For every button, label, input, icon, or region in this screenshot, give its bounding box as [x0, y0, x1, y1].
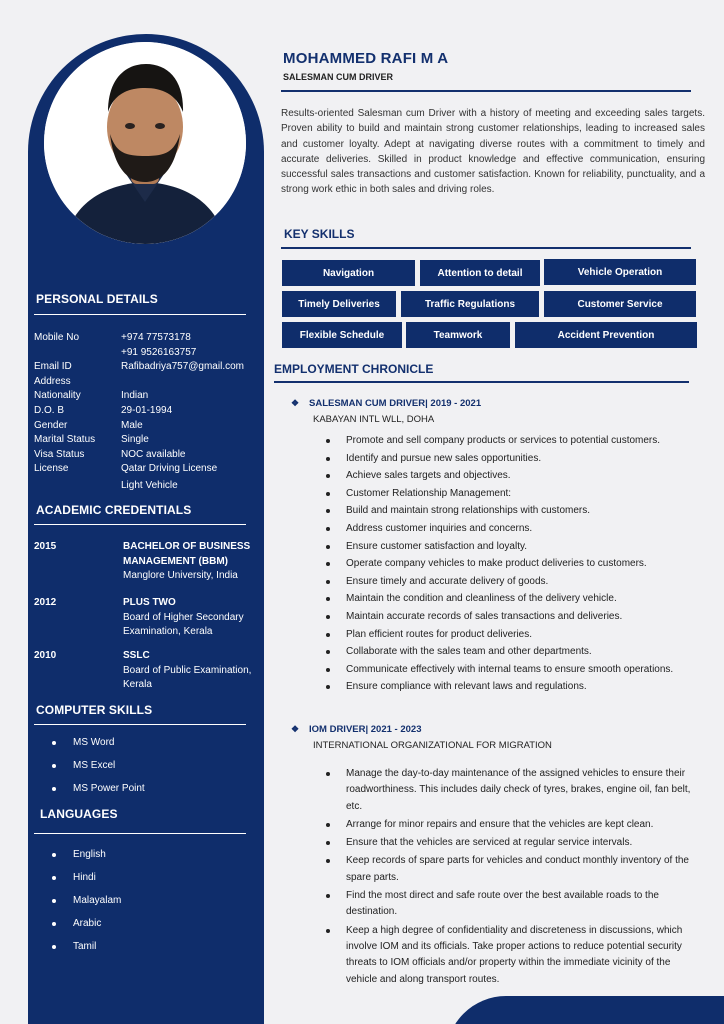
duty-item: Plan efficient routes for product deliveries.: [326, 626, 700, 644]
duty-item: Ensure compliance with relevant laws and regulations.: [326, 678, 700, 696]
personal-details-heading: PERSONAL DETAILS: [36, 292, 158, 306]
personal-label: Marital Status: [34, 434, 96, 446]
profile-summary: Results-oriented Salesman cum Driver with a history of meeting and exceeding sales targets. Proven ability to build and maintain strong customer relationships, leading to increased sales and customer loyalty. Adept at navigating diverse routes with a commitment to timely and accurate deliveries. Skilled in product knowledge and effective communication, ensuring successful sales transactions and customer satisfaction. Known for reliability, punctuality, and a strong work ethic in both sales and driving roles.: [281, 108, 705, 196]
profile-photo: [44, 42, 246, 244]
academic-year: 2010: [34, 650, 57, 661]
duty-item: Achieve sales targets and objectives.: [326, 467, 700, 485]
personal-label: Mobile No: [34, 332, 80, 343]
profile-photo-illustration: [44, 42, 246, 244]
duty-item: Keep records of spare parts for vehicles and conduct monthly inventory of the spare parts.: [326, 853, 700, 886]
academic-degree: PLUS TWO: [123, 597, 176, 608]
personal-value: +91 9526163757: [121, 346, 197, 358]
computer-skill-item: MS Word: [52, 736, 145, 759]
personal-row: [34, 433, 264, 448]
job-role: [291, 398, 481, 409]
key-skills-heading: KEY SKILLS: [284, 227, 355, 241]
personal-label: D.O. B: [34, 404, 65, 416]
personal-value: [121, 375, 264, 390]
duty-item: Address customer inquiries and concerns.: [326, 520, 700, 538]
duty-item: Operate company vehicles to make product deliveries to customers.: [326, 555, 700, 573]
language-item: Arabic: [52, 917, 121, 940]
duty-item: Identify and pursue new sales opportunities.: [326, 450, 700, 468]
academic-details: [123, 596, 260, 640]
personal-value: Indian: [121, 390, 149, 402]
academic-institution: Board of Higher Secondary Examination, Kerala: [123, 611, 244, 637]
personal-value: Male: [121, 419, 143, 431]
duty-item: Collaborate with the sales team and other departments.: [326, 643, 700, 661]
job-organization: KABAYAN INTL WLL, DOHA: [313, 414, 435, 425]
skill-tag: Timely Deliveries: [282, 291, 396, 317]
duty-item: Find the most direct and safe route over the best available roads to the destination.: [326, 888, 700, 921]
academic-details: [123, 649, 260, 693]
personal-label: Visa Status: [34, 448, 85, 460]
skill-tag: Attention to detail: [420, 260, 540, 286]
duty-item: Ensure that the vehicles are serviced at regular service intervals.: [326, 835, 700, 851]
language-item: Malayalam: [52, 894, 121, 917]
skill-tag: Teamwork: [406, 322, 510, 348]
duty-item: Maintain accurate records of sales transactions and deliveries.: [326, 608, 700, 626]
candidate-name: MOHAMMED RAFI M A: [283, 50, 449, 67]
academic-degree: SSLC: [123, 650, 150, 661]
academic-year: 2015: [34, 541, 57, 552]
personal-label: License: [34, 463, 69, 475]
personal-details-rule: [34, 314, 246, 315]
personal-value: NOC available: [121, 448, 186, 460]
duty-item: Customer Relationship Management:: [326, 485, 700, 503]
personal-row: [34, 404, 264, 419]
key-skills-rule: [281, 247, 691, 249]
personal-row: [34, 448, 264, 463]
skill-tag: Flexible Schedule: [282, 322, 402, 348]
skill-tag: Accident Prevention: [515, 322, 697, 348]
personal-label: [34, 479, 121, 494]
computer-skills-list: [52, 736, 145, 805]
personal-label: Email ID: [34, 361, 72, 373]
duty-item: Arrange for minor repairs and ensure that the vehicles are kept clean.: [326, 817, 700, 833]
academic-heading: ACADEMIC CREDENTIALS: [36, 503, 192, 517]
personal-label: [34, 346, 121, 361]
computer-skills-rule: [34, 724, 246, 725]
personal-label: Nationality: [34, 390, 81, 402]
computer-skill-item: MS Power Point: [52, 782, 145, 805]
employment-heading: EMPLOYMENT CHRONICLE: [274, 362, 434, 376]
languages-heading: LANGUAGES: [40, 807, 118, 821]
duty-item: Maintain the condition and cleanliness of the delivery vehicle.: [326, 590, 700, 608]
academic-institution: Board of Public Examination, Kerala: [123, 664, 252, 690]
personal-row: [34, 419, 264, 434]
diamond-bullet-icon: ❖: [291, 398, 300, 408]
academic-item: [34, 596, 260, 640]
academic-item: [34, 540, 260, 584]
personal-row: [34, 462, 264, 477]
computer-skill-item: MS Excel: [52, 759, 145, 782]
personal-row: [34, 331, 264, 346]
academic-institution: Manglore University, India: [123, 570, 238, 581]
skill-tag: Traffic Regulations: [401, 291, 539, 317]
job-title: SALESMAN CUM DRIVER: [283, 72, 394, 82]
language-item: Tamil: [52, 940, 121, 963]
header-rule: [281, 90, 691, 92]
skill-tag: Customer Service: [544, 291, 696, 317]
academic-degree: BACHELOR OF BUSINESS MANAGEMENT (BBM): [123, 541, 251, 567]
personal-value: 29-01-1994: [121, 404, 173, 416]
academic-rule: [34, 524, 246, 525]
duty-item: Build and maintain strong relationships with customers.: [326, 502, 700, 520]
job-organization: INTERNATIONAL ORGANIZATIONAL FOR MIGRATION: [313, 740, 552, 751]
email-link[interactable]: Rafibadriya757@gmail.com: [121, 361, 244, 373]
duty-item: Keep a high degree of confidentiality and discreteness in discussions, which involve IOM and its officials. Take proper actions to reduce potential security threats to IOM officials and/or property within the immediate vicinity of the vehicle and along transport routes.: [326, 923, 700, 988]
duty-item: Ensure timely and accurate delivery of goods.: [326, 573, 700, 591]
academic-year: 2012: [34, 597, 57, 608]
personal-label: Address: [34, 375, 71, 387]
personal-row: [34, 375, 264, 390]
duty-item: Ensure customer satisfaction and loyalty.: [326, 538, 700, 556]
languages-rule: [34, 833, 246, 834]
job-role-text: SALESMAN CUM DRIVER| 2019 - 2021: [309, 398, 482, 409]
personal-label: Gender: [34, 419, 68, 431]
personal-value: Single: [121, 434, 149, 446]
job-duties: [326, 766, 700, 990]
personal-row: [34, 360, 264, 375]
personal-details-table: [34, 331, 264, 494]
academic-item: [34, 649, 260, 693]
personal-value: Light Vehicle: [121, 479, 178, 491]
employment-rule: [274, 381, 689, 383]
job-duties: [326, 432, 700, 696]
computer-skills-heading: COMPUTER SKILLS: [36, 703, 153, 717]
duty-item: Promote and sell company products or services to potential customers.: [326, 432, 700, 450]
academic-details: [123, 540, 260, 584]
personal-value: Qatar Driving License: [121, 463, 218, 475]
job-role-text: IOM DRIVER| 2021 - 2023: [309, 724, 422, 735]
language-item: English: [52, 848, 121, 871]
skill-tag: Vehicle Operation: [544, 259, 696, 285]
personal-row: [34, 346, 264, 361]
diamond-bullet-icon: ❖: [291, 724, 300, 734]
personal-row: [34, 479, 264, 494]
skill-tag: Navigation: [282, 260, 415, 286]
duty-item: Manage the day-to-day maintenance of the assigned vehicles to ensure their roadworthiness. This includes daily check of tyres, brakes, engine oil, fan belt, etc.: [326, 766, 700, 815]
job-role: [291, 724, 421, 735]
personal-row: [34, 389, 264, 404]
language-item: Hindi: [52, 871, 121, 894]
languages-list: [52, 848, 121, 963]
duty-item: Communicate effectively with internal teams to ensure smooth operations.: [326, 661, 700, 679]
decorative-corner: [446, 996, 724, 1024]
personal-value: +974 77573178: [121, 332, 191, 343]
